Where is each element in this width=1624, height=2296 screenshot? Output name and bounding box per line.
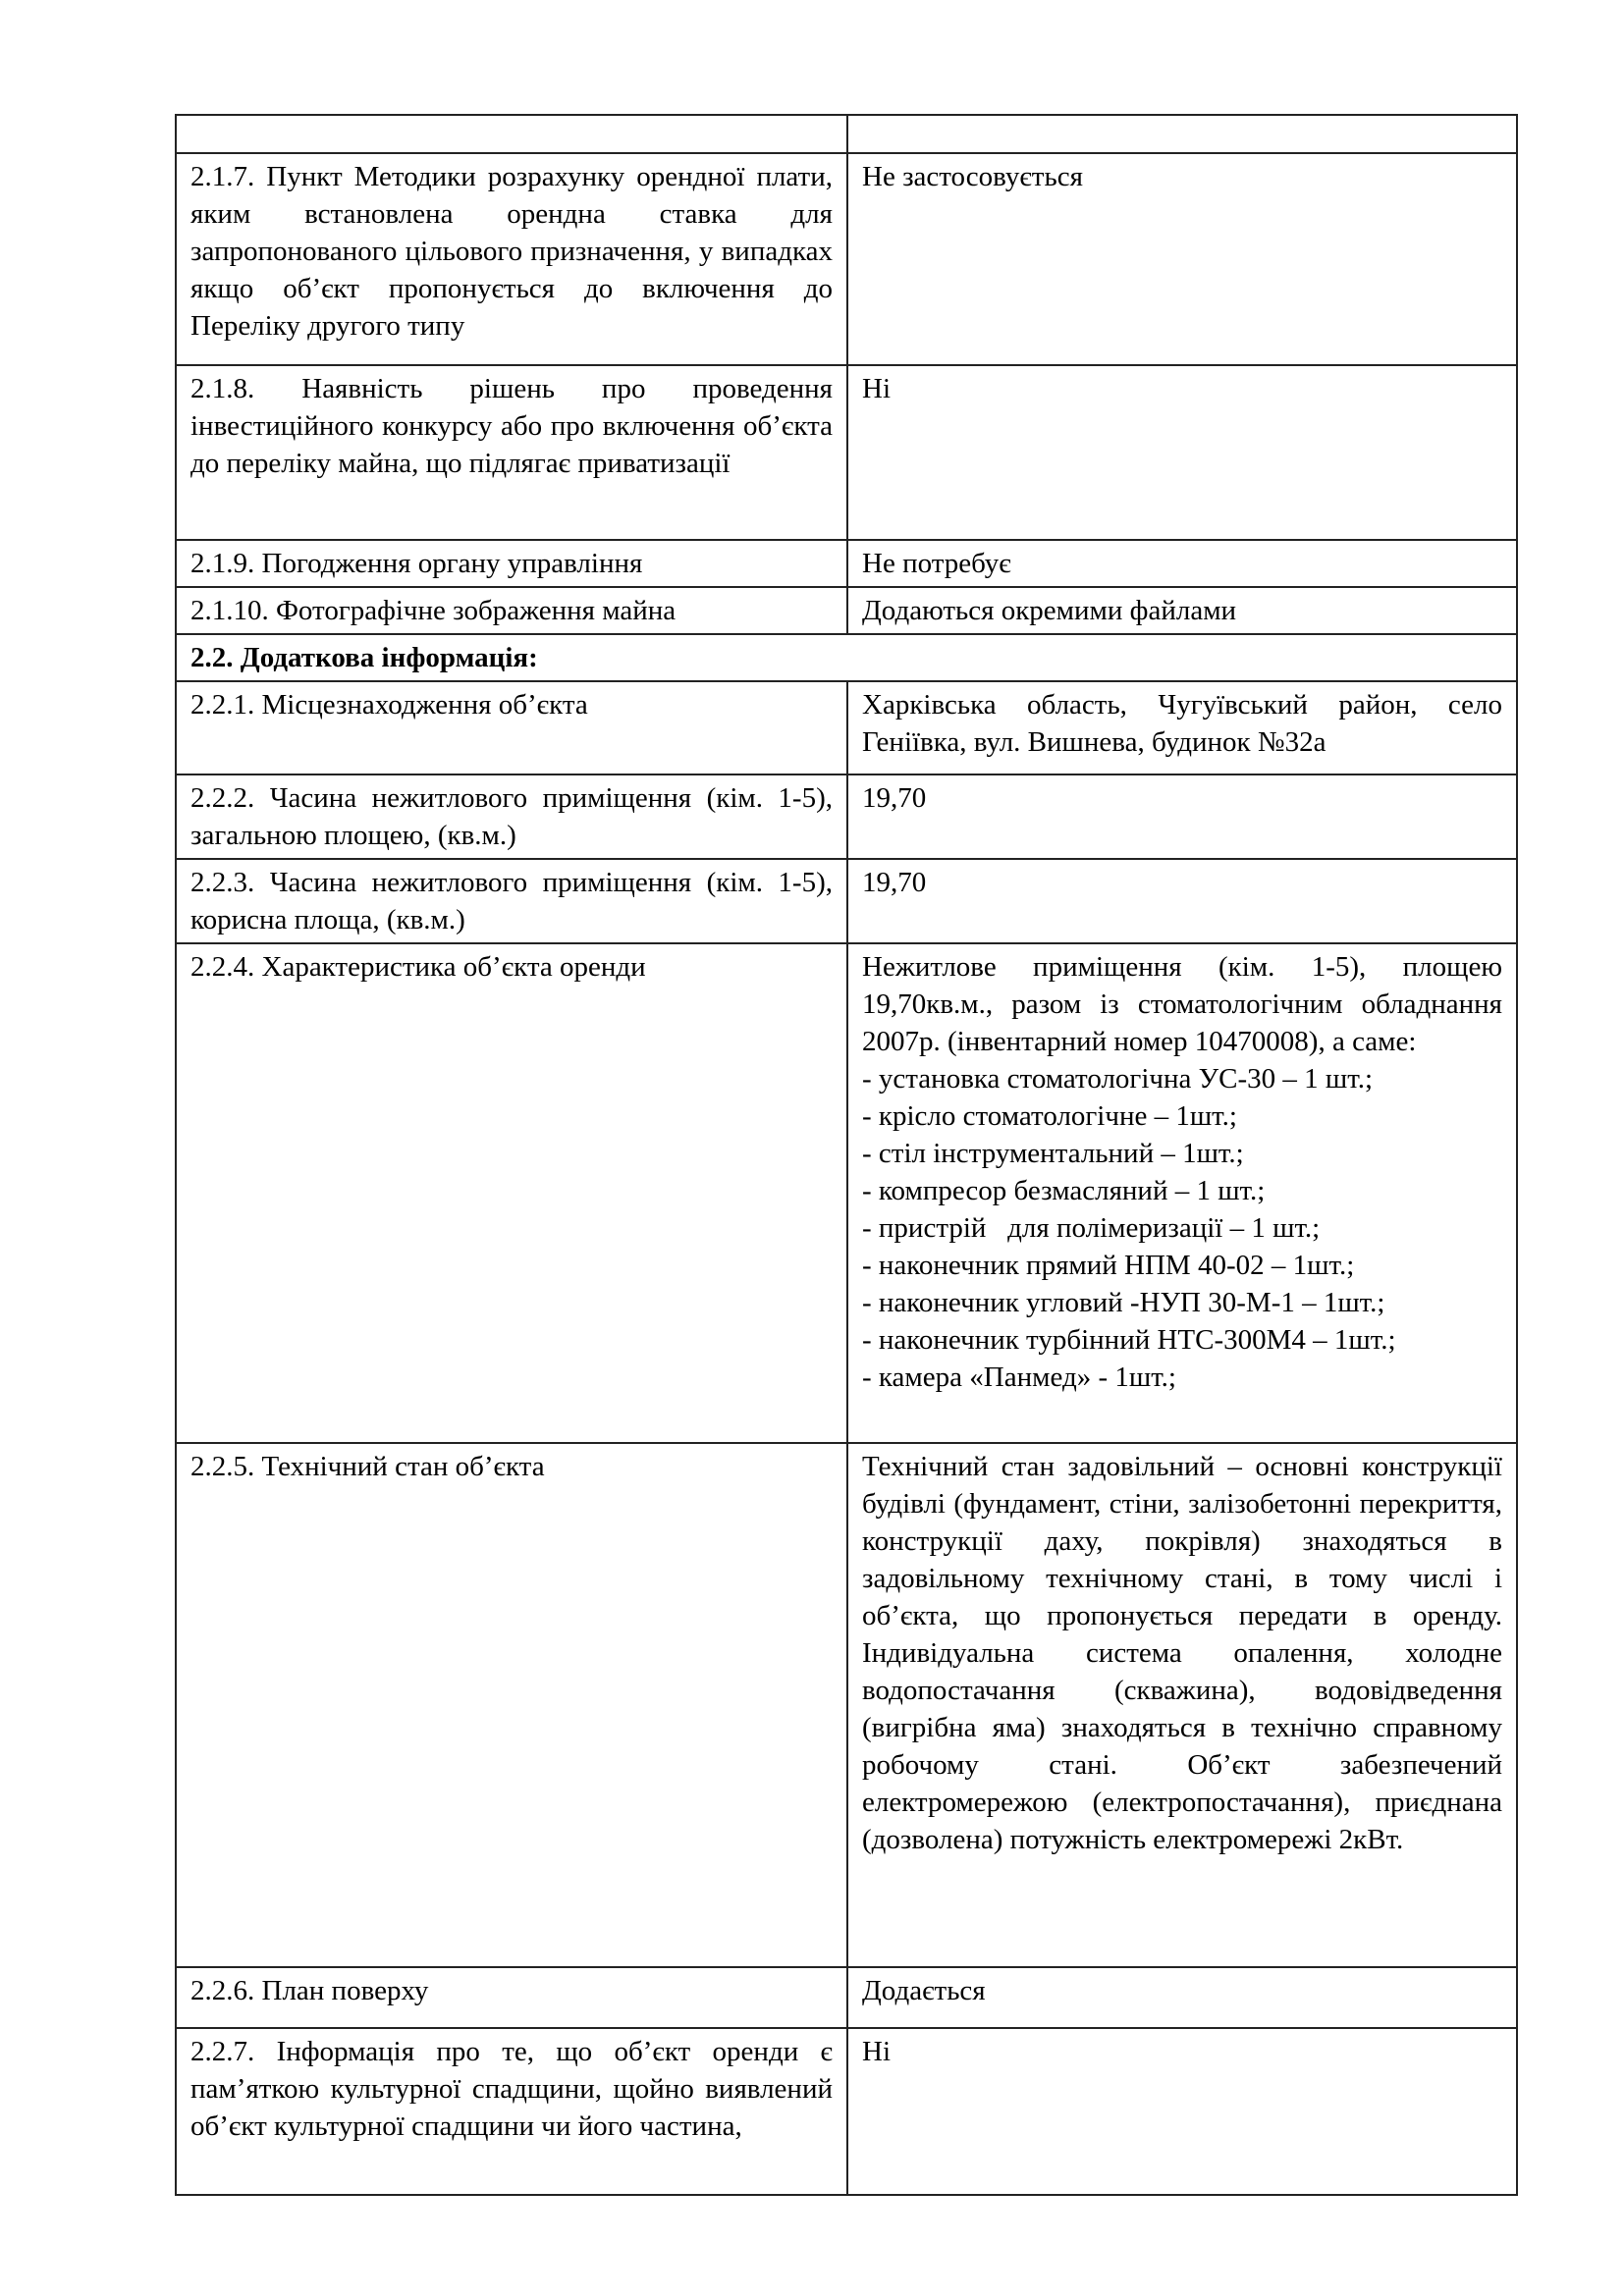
section-heading: 2.2. Додаткова інформація: [176, 634, 1517, 681]
list-item: - камера «Панмед» - 1шт.; [862, 1362, 1176, 1393]
row-value [847, 115, 1517, 153]
row-value [847, 943, 1517, 1443]
table-row [176, 681, 1517, 774]
row-label: 2.2.5. Технічний стан об’єкта [176, 1443, 847, 1967]
row-label: 2.2.6. План поверху [176, 1967, 847, 2028]
list-item: - наконечник турбінний НТС-300М4 – 1шт.; [862, 1324, 1396, 1356]
table-row [176, 1443, 1517, 1967]
row-value: Технічний стан задовільний – основні конструкції будівлі (фундамент, стіни, залізобетонні перекриття, конструкції даху, покрівля) знаходяться в задовільному технічному стані, в тому числі і об’єкта, що пропонується передати в оренду. Індивідуальна система опалення, холодне водопостачання (скважина), водовідведення (вигрібна яма) знаходяться в технічно справному робочому стані. Об’єкт забезпечений електромережою (електропостачання), приєднана (дозволена) потужність електромережі 2кВт. [847, 1443, 1517, 1967]
row-value: 19,70 [847, 859, 1517, 943]
table-row [176, 774, 1517, 859]
table-row [176, 1967, 1517, 2028]
table-row [176, 943, 1517, 1443]
table-row [176, 115, 1517, 153]
row-value: Харківська область, Чугуївський район, село Геніївка, вул. Вишнева, будинок №32а [847, 681, 1517, 774]
row-label: 2.1.9. Погодження органу управління [176, 540, 847, 587]
object-description: Нежитлове приміщення (кім. 1-5), площею 19,70кв.м., разом із стоматологічним обладнання 2007р. (інвентарний номер 10470008), а саме: [862, 951, 1502, 1057]
table-row [176, 587, 1517, 634]
row-value: Додаються окремими файлами [847, 587, 1517, 634]
table-row [176, 365, 1517, 540]
list-item: - крісло стоматологічне – 1шт.; [862, 1100, 1237, 1132]
list-item: - наконечник угловий -НУП 30-М-1 – 1шт.; [862, 1287, 1385, 1318]
row-value: 19,70 [847, 774, 1517, 859]
row-label: 2.2.4. Характеристика об’єкта оренди [176, 943, 847, 1443]
row-value: Додається [847, 1967, 1517, 2028]
row-value: Не застосовується [847, 153, 1517, 365]
table-row [176, 540, 1517, 587]
section-heading-row [176, 634, 1517, 681]
property-info-table [175, 114, 1518, 2196]
row-label: 2.2.7. Інформація про те, що об’єкт оренди є пам’яткою культурної спадщини, щойно виявлений об’єкт культурної спадщини чи його частина, [176, 2028, 847, 2195]
row-label: 2.1.10. Фотографічне зображення майна [176, 587, 847, 634]
table-row [176, 153, 1517, 365]
list-item: - пристрій для полімеризації – 1 шт.; [862, 1212, 1321, 1244]
equipment-list [862, 1060, 1502, 1396]
list-item: - наконечник прямий НПМ 40-02 – 1шт.; [862, 1250, 1355, 1281]
row-label: 2.1.8. Наявність рішень про проведення інвестиційного конкурсу або про включення об’єкта до переліку майна, що підлягає приватизації [176, 365, 847, 540]
row-label: 2.1.7. Пункт Методики розрахунку орендної плати, яким встановлена орендна ставка для запропонованого цільового призначення, у випадках якщо об’єкт пропонується до включення до Переліку другого типу [176, 153, 847, 365]
list-item: - компресор безмасляний – 1 шт.; [862, 1175, 1266, 1206]
list-item: - установка стоматологічна УС-30 – 1 шт.; [862, 1063, 1374, 1095]
table-row [176, 859, 1517, 943]
row-label [176, 115, 847, 153]
list-item: - стіл інструментальний – 1шт.; [862, 1138, 1244, 1169]
row-label: 2.2.2. Часина нежитлового приміщення (кім. 1-5), загальною площею, (кв.м.) [176, 774, 847, 859]
row-label: 2.2.3. Часина нежитлового приміщення (кім. 1-5), корисна площа, (кв.м.) [176, 859, 847, 943]
row-value: Ні [847, 2028, 1517, 2195]
row-value: Ні [847, 365, 1517, 540]
row-label: 2.2.1. Місцезнаходження об’єкта [176, 681, 847, 774]
table-row [176, 2028, 1517, 2195]
row-value: Не потребує [847, 540, 1517, 587]
